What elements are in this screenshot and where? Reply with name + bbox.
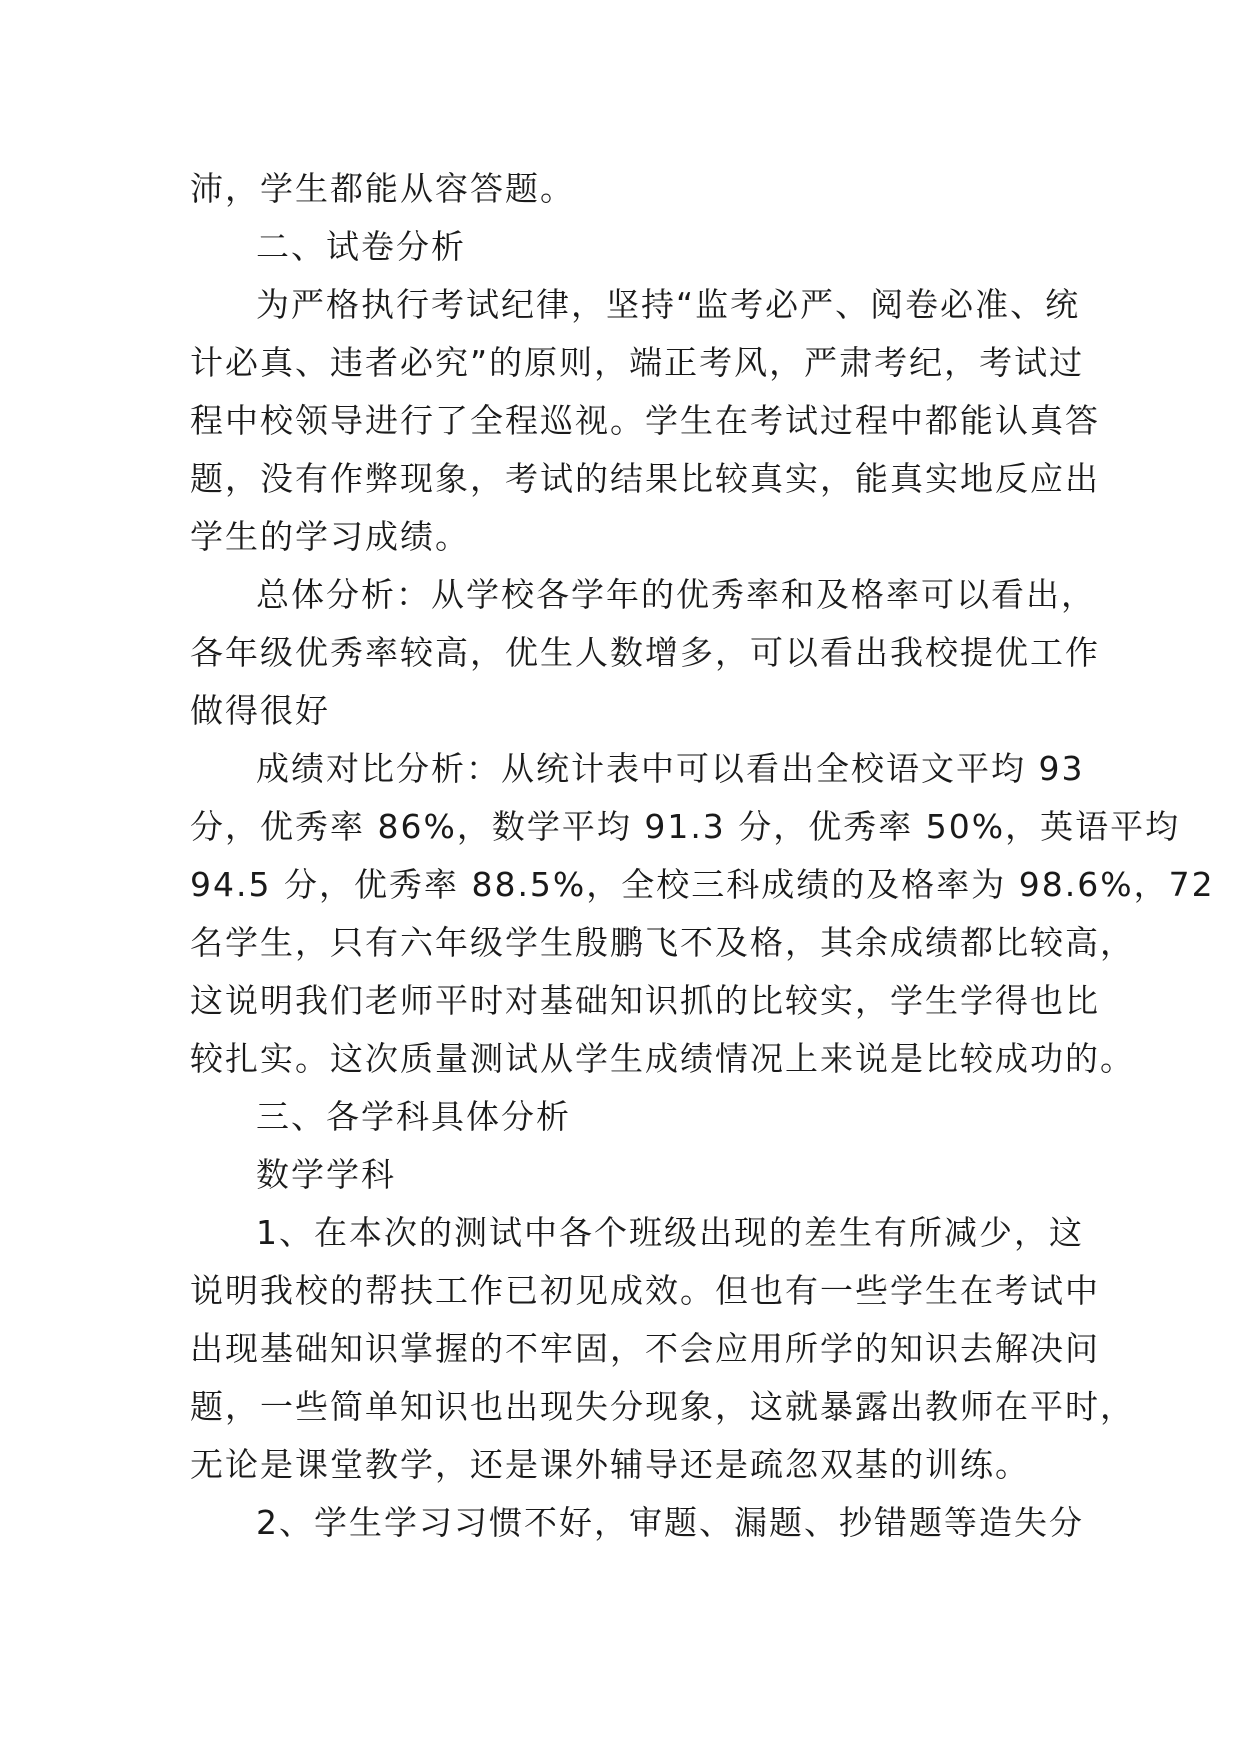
text-line: 说明我校的帮扶工作已初见成效。但也有一些学生在考试中 [190, 1271, 1100, 1310]
text-line: 94.5 分，优秀率 88.5%，全校三科成绩的及格率为 98.6%，72 [190, 865, 1215, 904]
subsection-heading: 数学学科 [256, 1155, 396, 1194]
text-line: 沛，学生都能从容答题。 [190, 169, 575, 208]
text-line: 计必真、违者必究”的原则，端正考风，严肃考纪，考试过 [190, 343, 1085, 382]
text-line: 成绩对比分析：从统计表中可以看出全校语文平均 93 [256, 749, 1085, 788]
text-line: 为严格执行考试纪律，坚持“监考必严、阅卷必准、统 [256, 285, 1081, 324]
text-line: 1、在本次的测试中各个班级出现的差生有所减少，这 [256, 1213, 1084, 1252]
text-line: 程中校领导进行了全程巡视。学生在考试过程中都能认真答 [190, 401, 1100, 440]
section-heading: 二、试卷分析 [256, 227, 466, 266]
text-line: 总体分析：从学校各学年的优秀率和及格率可以看出， [256, 575, 1096, 614]
text-line: 较扎实。这次质量测试从学生成绩情况上来说是比较成功的。 [190, 1039, 1135, 1078]
text-line: 无论是课堂教学，还是课外辅导还是疏忽双基的训练。 [190, 1445, 1030, 1484]
text-line: 这说明我们老师平时对基础知识抓的比较实，学生学得也比 [190, 981, 1100, 1020]
text-line: 题，一些简单知识也出现失分现象，这就暴露出教师在平时， [190, 1387, 1135, 1426]
text-line: 做得很好 [190, 691, 330, 730]
text-line: 分，优秀率 86%，数学平均 91.3 分，优秀率 50%，英语平均 [190, 807, 1181, 846]
text-line: 2、学生学习习惯不好，审题、漏题、抄错题等造失分 [256, 1503, 1084, 1542]
section-heading: 三、各学科具体分析 [256, 1097, 571, 1136]
document-body [190, 160, 1215, 1552]
text-line: 题，没有作弊现象，考试的结果比较真实，能真实地反应出 [190, 459, 1100, 498]
text-line: 出现基础知识掌握的不牢固，不会应用所学的知识去解决问 [190, 1329, 1100, 1368]
text-line: 名学生，只有六年级学生殷鹏飞不及格，其余成绩都比较高， [190, 923, 1135, 962]
text-line: 各年级优秀率较高，优生人数增多，可以看出我校提优工作 [190, 633, 1100, 672]
text-line: 学生的学习成绩。 [190, 517, 470, 556]
